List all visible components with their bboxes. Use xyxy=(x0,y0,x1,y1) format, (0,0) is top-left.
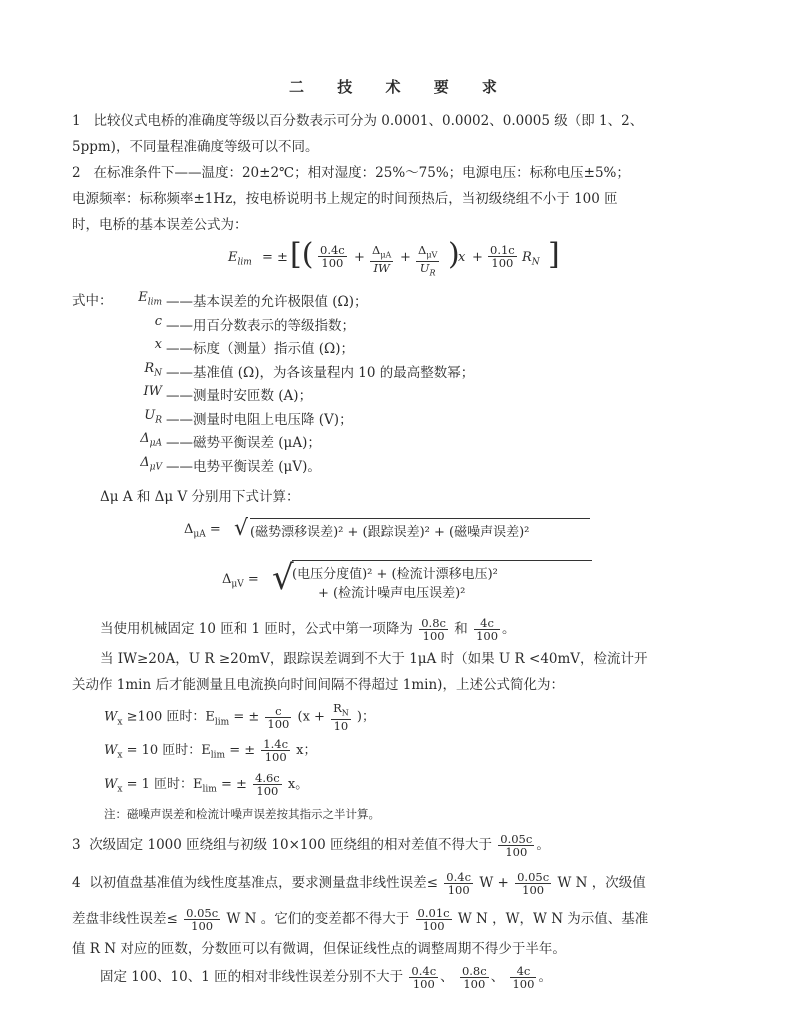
note: 注：磁噪声误差和检流计噪声误差按其指示之半计算。 xyxy=(104,807,380,821)
formula-frac-2: $\Delta_{\mu A}$ IW xyxy=(372,243,392,276)
para-fixed-turns: 当使用机械固定 10 匝和 1 匝时，公式中第一项降为 $\frac{0.8c}{100}$ 和 $\frac{4c}{100}$ 。 xyxy=(100,616,516,643)
formula-frac-4: $\frac{0.1c}{100}$ xyxy=(490,243,515,270)
def-symbol: IW xyxy=(143,384,162,399)
delta-uv-expr-2: + (检流计噪声电压误差)² xyxy=(318,586,466,601)
formula-plus-3: + xyxy=(472,250,483,265)
def-symbol: $R_N$ xyxy=(144,360,162,379)
item-2-line-3: 时，电桥的基本误差公式为： xyxy=(72,217,248,233)
delta-ua-formula xyxy=(184,516,604,544)
formula-lhs: $E_{lim}$ xyxy=(228,250,252,268)
formula-rn: $R_N$ xyxy=(522,250,540,268)
formula-frac-3: $\Delta_{\mu V}$ $U_R$ xyxy=(418,243,438,278)
formula-paren-close: ) xyxy=(448,237,460,272)
simplified-formula-3: $W_x = 1$ 匝时：$E_{lim}$ = ± $\frac{4.6c}{100}$ x。 xyxy=(104,771,309,798)
def-symbol: $E_{lim}$ xyxy=(138,290,162,308)
delta-uv-expr-1: (电压分度值)² + (检流计漂移电压)² xyxy=(292,560,592,582)
def-symbol: c xyxy=(154,313,162,329)
item-2-line-2: 电源频率：标称频率±1Hz，按电桥说明书上规定的时间预热后，当初级绕组不小于 100 匝 xyxy=(72,191,618,207)
item-4-line-3: 值 R N 对应的匝数，分数匝可以有微调，但保证线性点的调整周期不得少于半年。 xyxy=(72,941,566,957)
def-description: ——用百分数表示的等级指数； xyxy=(166,317,355,334)
formula-x: x xyxy=(458,250,466,265)
para-a-frac-2: $\frac{4c}{100}$ xyxy=(476,616,499,643)
para-a-frac-1: $\frac{0.8c}{100}$ xyxy=(421,616,446,643)
def-description: ——标度（测量）指示值 (Ω)； xyxy=(166,341,355,357)
item-2-number: 2 xyxy=(72,165,81,181)
def-symbol: $\Delta_{\mu A}$ xyxy=(140,431,162,449)
main-error-formula xyxy=(228,238,568,278)
para-b-line-1: 当 IW≥20A，U R ≥20mV，跟踪误差调到不大于 1μA 时（如果 U R <40mV，检流计开 xyxy=(100,651,648,667)
formula-bracket-close: ] xyxy=(548,237,560,272)
calc-intro: Δμ A 和 Δμ V 分别用下式计算： xyxy=(100,489,300,505)
def-description: ——磁势平衡误差 (μA)； xyxy=(166,435,321,451)
item-1-paragraph xyxy=(72,108,724,134)
item-1-line-1: 比较仪式电桥的准确度等级以百分数表示可分为 0.0001、0.0002、0.0005 级（即 1、2、 xyxy=(93,113,644,129)
item-3-frac: $\frac{0.05c}{100}$ xyxy=(500,832,533,859)
item-2-paragraph xyxy=(72,160,724,186)
para-b-line-2: 关动作 1min 后才能测量且电流换向时间间隔不得超过 1min)，上述公式简化为： xyxy=(72,677,564,693)
simplified-formula-1: $W_x \ge 100$ 匝时：$E_{lim}$ = ± $\frac{c}{100}$ (x + $\frac{R_N}{10}$ )； xyxy=(104,701,375,734)
delta-ua-lhs: $\Delta_{\mu A}$ = xyxy=(184,522,221,540)
item-3-paragraph: 3 次级固定 1000 匝绕组与初级 10×100 匝绕组的相对差值不得大于 $\frac{0.05c}{100}$ 。 xyxy=(72,832,550,859)
item-4-line-2: 差盘非线性误差≤ $\frac{0.05c}{100}$ W N 。它们的变差都不得大于 $\frac{0.01c}{100}$ W N ，W，W N 为示值、基准 xyxy=(72,906,649,933)
delta-uv-formula xyxy=(222,558,602,608)
def-symbol: $\Delta_{\mu V}$ xyxy=(140,454,162,473)
item-1-line-2: 5ppm)，不同量程准确度等级可以不同。 xyxy=(72,139,319,155)
formula-plus-1: + xyxy=(354,250,365,265)
section-title: 二 技 术 要 求 xyxy=(289,78,511,96)
def-symbol: x xyxy=(154,337,162,352)
def-description: ——基本误差的允许极限值 (Ω)； xyxy=(166,294,368,310)
simplified-formula-2: $W_x = 10$ 匝时：$E_{lim}$ = ± $\frac{1.4c}{100}$ x； xyxy=(104,737,317,764)
def-symbol: $U_R$ xyxy=(144,407,162,426)
def-description: ——测量时安匝数 (A)； xyxy=(166,388,313,404)
item-5-paragraph: 固定 100、10、1 匝的相对非线性误差分别不大于 $\frac{0.4c}{100}$ 、 $\frac{0.8c}{100}$ 、 $\frac{4c}{100}$ 。 xyxy=(100,964,552,991)
def-description: ——电势平衡误差 (μV)。 xyxy=(166,458,321,475)
item-2-line-1: 在标准条件下——温度：20±2℃；相对湿度：25%～75%；电源电压：标称电压±5%； xyxy=(93,165,630,181)
def-description: ——测量时电阻上电压降 (V)； xyxy=(166,411,353,428)
delta-uv-lhs: $\Delta_{\mu V}$ = xyxy=(222,572,259,590)
sqrt-sign-2: √ xyxy=(272,558,294,598)
item-4-line-1: 4 以初值盘基准值为线性度基准点，要求测量盘非线性误差≤ $\frac{0.4c}{100}$ W + $\frac{0.05c}{100}$ W N ，次级值 xyxy=(72,870,646,897)
delta-ua-expr: (磁势漂移误差)² + (跟踪误差)² + (磁噪声误差)² xyxy=(250,518,590,540)
formula-eq: = ± xyxy=(262,250,288,265)
formula-frac-1: $\frac{0.4c}{100}$ xyxy=(320,243,345,270)
formula-bracket-open: [( xyxy=(290,237,314,272)
formula-plus-2: + xyxy=(400,250,411,265)
item-1-number: 1 xyxy=(72,113,81,129)
defs-intro: 式中： xyxy=(72,293,113,309)
sqrt-sign-1: √ xyxy=(234,516,249,541)
def-description: ——基准值 (Ω)，为各该量程内 10 的最高整数幂； xyxy=(166,364,475,381)
